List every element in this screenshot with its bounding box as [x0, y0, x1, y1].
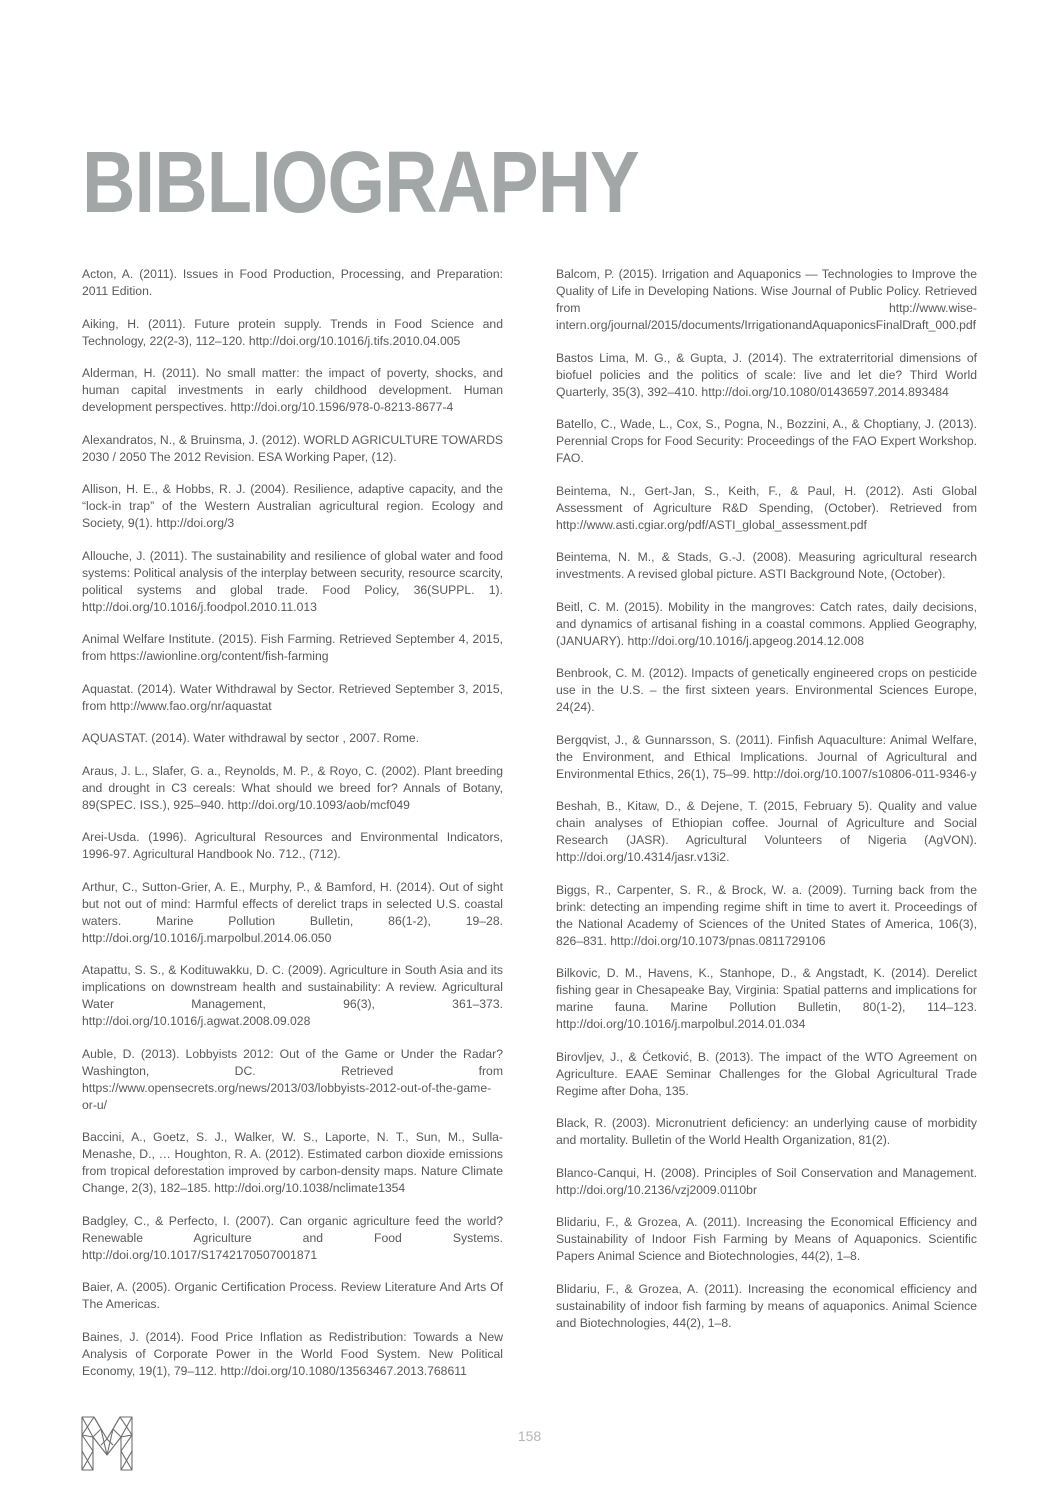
reference-entry: Beintema, N., Gert-Jan, S., Keith, F., & Paul, H. (2012). Asti Global Assessment of Agriculture R&D Spending, (October). Retrieved from http://www.asti.cgiar.org/pdf/ASTI_global_assessment.pdf [556, 483, 977, 532]
page-title: BIBLIOGRAPHY [82, 134, 639, 231]
reference-entry: Blidariu, F., & Grozea, A. (2011). Increasing the Economical Efficiency and Sustainability of Indoor Fish Farming by Means of Aquaponics. Scientific Papers Animal Science and Biotechnologies, 44(2), 1–8. [556, 1215, 977, 1263]
reference-entry: Auble, D. (2013). Lobbyists 2012: Out of the Game or Under the Radar? Washington, DC. Retrieved from https://www.opensecrets.org/news/2013/03/lobbyists-2012-out-of-the-game-or-u/ [82, 1046, 503, 1112]
reference-entry: Baier, A. (2005). Organic Certification Process. Review Literature And Arts Of The Americas. [82, 1280, 503, 1311]
reference-entry: Black, R. (2003). Micronutrient deficiency: an underlying cause of morbidity and mortality. Bulletin of the World Health Organization, 81(2). [556, 1116, 977, 1147]
reference-entry: Animal Welfare Institute. (2015). Fish Farming. Retrieved September 4, 2015, from https://awionline.org/content/fish-farming [82, 632, 503, 663]
reference-entry: Blidariu, F., & Grozea, A. (2011). Increasing the economical efficiency and sustainability of indoor fish farming by means of aquaponics. Animal Science and Biotechnologies, 44(2), 1–8. [556, 1281, 977, 1330]
reference-entry: AQUASTAT. (2014). Water withdrawal by sector , 2007. Rome. [82, 731, 420, 745]
reference-entry: Bergqvist, J., & Gunnarsson, S. (2011). Finfish Aquaculture: Animal Welfare, the Environment, and Ethical Implications. Journal of Agricultural and Environmental Ethics, 26(1), 75–99. http://doi.org/10.1007/s10806-011-9346-y [556, 732, 977, 781]
reference-entry: Arthur, C., Sutton-Grier, A. E., Murphy, P., & Bamford, H. (2014). Out of sight but not out of mind: Harmful effects of derelict traps in selected U.S. coastal waters. Marine Pollution Bulletin, 86(1-2), 19–28. http://doi.org/10.1016/j.marpolbul.2014.06.050 [82, 879, 503, 945]
reference-entry: Allouche, J. (2011). The sustainability and resilience of global water and food systems: Political analysis of the interplay between security, resource scarcity, political systems and global trade. Food Policy, 36(SUPPL. 1). http://doi.org/10.1016/j.foodpol.2010.11.013 [82, 548, 503, 614]
reference-entry: Araus, J. L., Slafer, G. a., Reynolds, M. P., & Royo, C. (2002). Plant breeding and drought in C3 cereals: What should we breed for? Annals of Botany, 89(SPEC. ISS.), 925–940. http://doi.org/10.1093/aob/mcf049 [82, 763, 503, 812]
reference-entry: Beintema, N. M., & Stads, G.-J. (2008). Measuring agricultural research investments. A revised global picture. ASTI Background Note, (October). [556, 550, 977, 581]
reference-entry: Beshah, B., Kitaw, D., & Dejene, T. (2015, February 5). Quality and value chain analyses of Ethiopian coffee. Journal of Agriculture and Social Research (JASR). Agricultural Volunteers of Nigeria (AgVON). http://doi.org/10.4314/jasr.v13i2. [556, 799, 977, 864]
page-number: 158 [517, 1428, 542, 1444]
reference-entry: Baccini, A., Goetz, S. J., Walker, W. S., Laporte, N. T., Sun, M., Sulla-Menashe, D., … Houghton, R. A. (2012). Estimated carbon dioxide emissions from tropical deforestation improved by carbon-density maps. Nature Climate Change, 2(3), 182–185. http://doi.org/10.1038/nclimate1354 [82, 1130, 503, 1195]
reference-entry: Blanco-Canqui, H. (2008). Principles of Soil Conservation and Management. http://doi.org/10.2136/vzj2009.0110br [556, 1165, 977, 1197]
reference-entry: Benbrook, C. M. (2012). Impacts of genetically engineered crops on pesticide use in the U.S. – the first sixteen years. Environmental Sciences Europe, 24(24). [556, 666, 977, 714]
reference-entry: Allison, H. E., & Hobbs, R. J. (2004). Resilience, adaptive capacity, and the “lock-in trap” of the Western Australian agricultural region. Ecology and Society, 9(1). http://doi.org/3 [82, 482, 503, 530]
reference-entry: Acton, A. (2011). Issues in Food Production, Processing, and Preparation: 2011 Edition. [82, 267, 503, 298]
reference-entry: Biggs, R., Carpenter, S. R., & Brock, W. a. (2009). Turning back from the brink: detecting an impending regime shift in time to avert it. Proceedings of the National Academy of Sciences of the United States of America, 106(3), 826–831. http://doi.org/10.1073/pnas.0811729106 [556, 882, 977, 948]
reference-entry: Beitl, C. M. (2015). Mobility in the mangroves: Catch rates, daily decisions, and dynamics of artisanal fishing in a coastal commons. Applied Geography, (JANUARY). http://doi.org/10.1016/j.apgeog.2014.12.008 [556, 599, 977, 648]
reference-entry: Aiking, H. (2011). Future protein supply. Trends in Food Science and Technology, 22(2-3), 112–120. http://doi.org/10.1016/j.tifs.2010.04.005 [82, 316, 503, 348]
reference-entry: Atapattu, S. S., & Kodituwakku, D. C. (2009). Agriculture in South Asia and its implications on downstream health and sustainability: A review. Agricultural Water Management, 96(3), 361–373. http://doi.org/10.1016/j.agwat.2008.09.028 [82, 963, 503, 1028]
reference-entry: Bastos Lima, M. G., & Gupta, J. (2014). The extraterritorial dimensions of biofuel policies and the politics of scale: live and let die? Third World Quarterly, 35(3), 392–410. http://doi.org/10.1080/01436597.2014.893484 [556, 350, 977, 399]
reference-entry: Alexandratos, N., & Bruinsma, J. (2012). WORLD AGRICULTURE TOWARDS 2030 / 2050 The 2012 Revision. ESA Working Paper, (12). [82, 432, 503, 464]
reference-entry: Balcom, P. (2015). Irrigation and Aquaponics — Technologies to Improve the Quality of Life in Developing Nations. Wise Journal of Public Policy. Retrieved from http://www.wise-intern.org/journal/2015/documents/IrrigationandAquaponicsFinalDraft_000.pdf [556, 267, 977, 332]
reference-entry: Arei-Usda. (1996). Agricultural Resources and Environmental Indicators, 1996-97. Agricultural Handbook No. 712., (712). [82, 830, 503, 861]
reference-entry: Birovljev, J., & Ćetković, B. (2013). The impact of the WTO Agreement on Agriculture. EAAE Seminar Challenges for the Global Agricultural Trade Regime after Doha, 135. [556, 1049, 977, 1098]
reference-entry: Baines, J. (2014). Food Price Inflation as Redistribution: Towards a New Analysis of Corporate Power in the World Food System. New Political Economy, 19(1), 79–112. http://doi.org/10.1080/13563467.2013.768611 [82, 1329, 503, 1378]
reference-entry: Batello, C., Wade, L., Cox, S., Pogna, N., Bozzini, A., & Choptiany, J. (2013). Perennial Crops for Food Security: Proceedings of the FAO Expert Workshop. FAO. [556, 417, 977, 465]
reference-entry: Bilkovic, D. M., Havens, K., Stanhope, D., & Angstadt, K. (2014). Derelict fishing gear in Chesapeake Bay, Virginia: Spatial patterns and implications for marine fauna. Marine Pollution Bulletin, 80(1-2), 114–123. http://doi.org/10.1016/j.marpolbul.2014.01.034 [556, 966, 977, 1031]
reference-entry: Aquastat. (2014). Water Withdrawal by Sector. Retrieved September 3, 2015, from http://www.fao.org/nr/aquastat [82, 681, 503, 713]
bibliography-left-column [82, 266, 503, 1395]
reference-entry: Alderman, H. (2011). No small matter: the impact of poverty, shocks, and human capital investments in early childhood development. Human development perspectives. http://doi.org/10.1596/978-0-8213-8677-4 [82, 366, 503, 414]
reference-entry: Badgley, C., & Perfecto, I. (2007). Can organic agriculture feed the world? Renewable Agriculture and Food Systems. http://doi.org/10.1017/S1742170507001871 [82, 1213, 503, 1262]
bibliography-right-column [556, 266, 977, 1347]
